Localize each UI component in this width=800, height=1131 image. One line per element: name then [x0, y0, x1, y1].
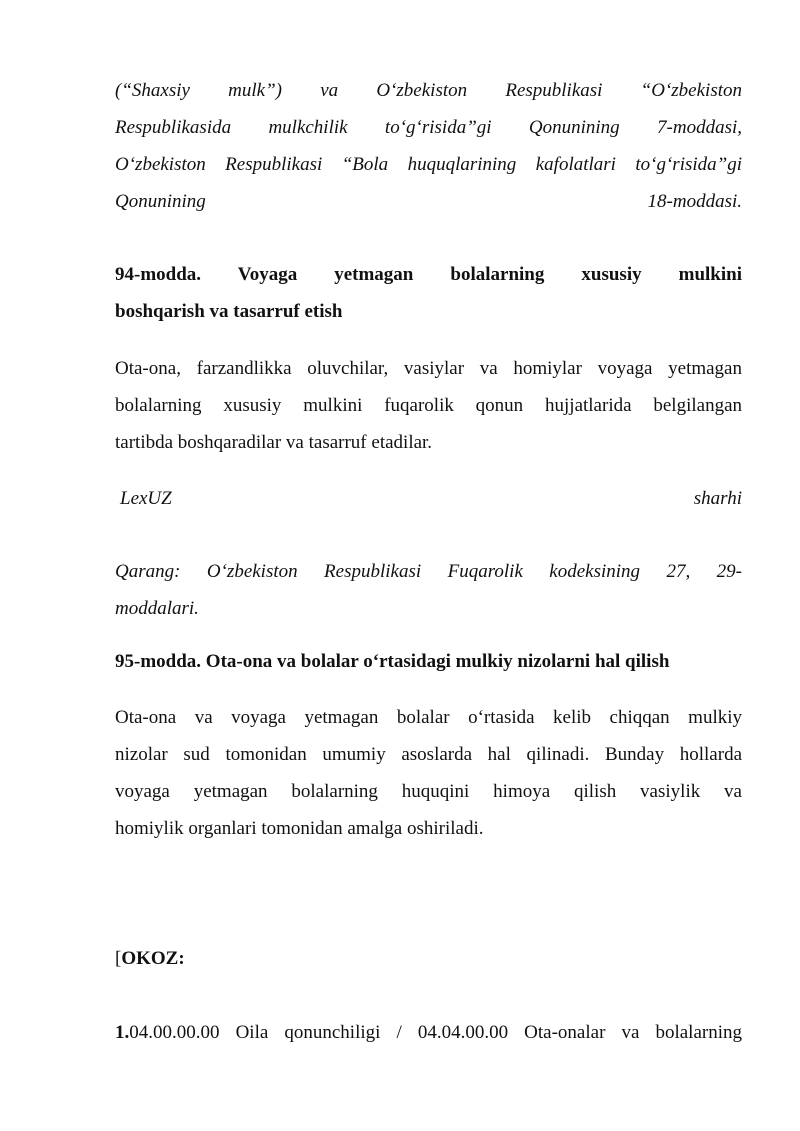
reference-block	[115, 72, 742, 220]
see-also-line1: Qarang: O‘zbekiston Respublikasi Fuqarolik kodeksining 27, 29-	[115, 561, 742, 582]
article-94-body-line: Ota-ona, farzandlikka oluvchilar, vasiylar va homiylar voyaga yetmagan	[115, 358, 742, 379]
lexuz-label[interactable]: LexUZ	[120, 488, 172, 509]
article-95-body-line: Ota-ona va voyaga yetmagan bolalar o‘rtasida kelib chiqqan mulkiy	[115, 707, 742, 728]
article-94-body	[115, 350, 742, 461]
reference-line: Respublikasida mulkchilik to‘g‘risida”gi Qonunining 7-moddasi,	[115, 117, 742, 138]
okoz-bracket: [	[115, 948, 122, 969]
see-also-block	[115, 553, 742, 627]
see-also-line2: moddalari.	[115, 598, 199, 619]
lexuz-commentary-row	[115, 480, 742, 517]
reference-last-line	[115, 183, 742, 220]
reference-last-left: Qonunining	[115, 191, 206, 212]
article-94-title-line1: 94-modda. Voyaga yetmagan bolalarning xususiy mulkini	[115, 264, 742, 285]
article-94-title-line2: boshqarish va tasarruf etish	[115, 301, 343, 322]
article-95-body-line: voyaga yetmagan bolalarning huquqini himoya qilish vasiylik va	[115, 781, 742, 802]
reference-line: O‘zbekiston Respublikasi “Bola huquqlarining kafolatlari to‘g‘risida”gi	[115, 154, 742, 175]
reference-last-right: 18-moddasi.	[647, 191, 742, 212]
okoz-heading	[115, 940, 742, 977]
article-94-body-line: tartibda boshqaradilar va tasarruf etadilar.	[115, 432, 433, 453]
reference-line: (“Shaxsiy mulk”) va O‘zbekiston Respublikasi “O‘zbekiston	[115, 80, 742, 101]
article-95-body	[115, 699, 742, 847]
article-95-body-line: homiylik organlari tomonidan amalga oshiriladi.	[115, 818, 484, 839]
article-95-title	[115, 643, 742, 680]
okoz-label: OKOZ:	[121, 948, 185, 969]
article-95-body-line: nizolar sud tomonidan umumiy asoslarda hal qilinadi. Bunday hollarda	[115, 744, 742, 765]
classifier-number: 1.	[115, 1022, 130, 1043]
classifier-entry	[115, 1014, 742, 1051]
article-94-body-line: bolalarning xususiy mulkini fuqarolik qonun hujjatlarida belgilangan	[115, 395, 742, 416]
article-95-title-line: 95-modda. Ota-ona va bolalar o‘rtasidagi mulkiy nizolarni hal qilish	[115, 651, 670, 672]
article-94-title	[115, 256, 742, 330]
classifier-text[interactable]: 04.00.00.00 Oila qonunchiligi / 04.04.00.00 Ota-onalar va bolalarning	[129, 1022, 742, 1043]
classifier-line	[115, 1014, 742, 1051]
sharhi-label[interactable]: sharhi	[693, 488, 742, 509]
